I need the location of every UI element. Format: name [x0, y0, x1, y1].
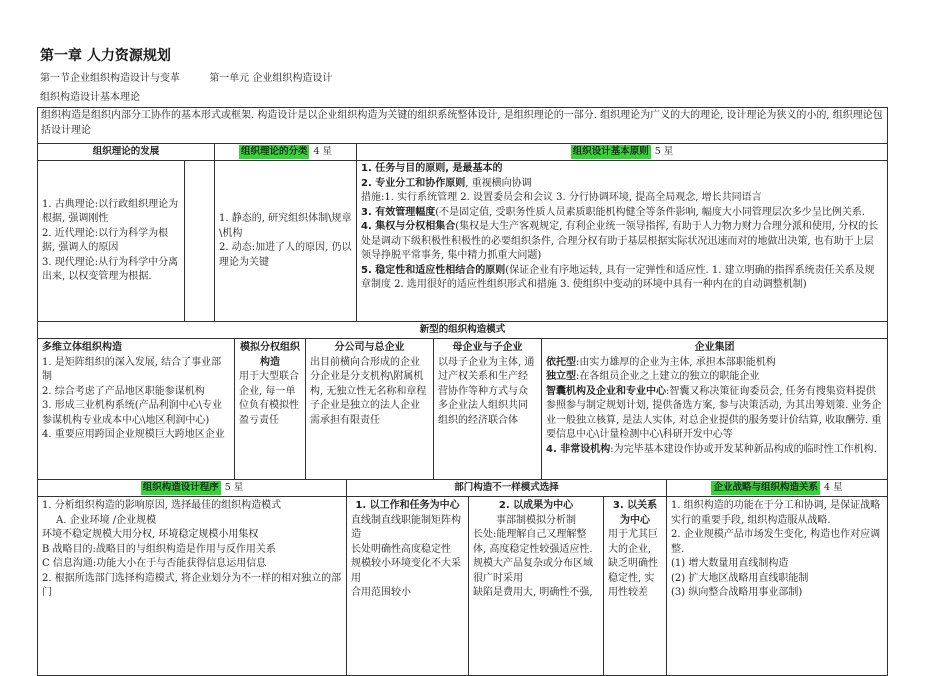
strategy-line-3: (1) 增大数量用直线制构造	[671, 558, 789, 569]
dept-col-1-line-1: 直线制直线职能制矩阵构造	[351, 514, 461, 540]
dev-item-1: 1. 古典理论:以行政组织理论为根据, 强调刚性	[42, 198, 179, 224]
principle-stars: 5 星	[654, 146, 674, 158]
sim-cell	[234, 338, 306, 480]
dept-col-3-title: 3. 以关系为中心	[612, 500, 658, 526]
new-forms-header	[37, 321, 888, 339]
procedure-line-2: A. 企业环境 /企业规模	[56, 514, 157, 526]
principle-2	[361, 177, 883, 192]
group-item-1	[546, 356, 883, 371]
group-item-2-text: :在各组员企业之上建立的独立的职能企业	[576, 371, 760, 382]
principle-4-text: (集权是大生产客观规定, 有利企业统一领导指挥, 有助于人力物力财力合理分派和使用, 分权的长处是调动下级积极性积极性的必要组织条件, 合理分权有助于基层根据实际状况迅速而对的地做出决策, 也有助于上层领导挣脱平常事务, 集中精力抓重大问题)	[361, 221, 879, 261]
principle-5	[361, 264, 883, 293]
group-item-3-text: :智囊又称决策征询委员会, 任务有搜集资料提供参照参与制定规划计划, 提供备选方案, 参与决策活动, 为其出筹划策. 业务企业一般独立核算, 是法人实体, 对总企业提供的服务要计价结算, 收取酬劳. 重要信息中心\计量检测中心\科研开发中心等	[546, 385, 882, 440]
topic-title: 组织构造设计基本理论	[40, 92, 140, 103]
principle-2-detail: 措施:1. 实行系统管理 2. 设置委员会和会议 3. 分行协调环境, 提高全局观念, 增长共同语言	[361, 192, 762, 203]
class-item-1: 1. 静态的, 研究组织体制\规章\机构	[219, 213, 352, 239]
group-item-3	[546, 385, 883, 443]
dept-col-2-title: 2. 以成果为中心	[498, 500, 574, 511]
principle-5-title: 5. 稳定性和适应性相结合的原则	[361, 264, 506, 276]
unit-title: 第一单元 企业组织构造设计	[209, 73, 333, 84]
group-item-4-text: :为完毕基本建设作协或开发某种新品构成的临时性工作机构.	[610, 443, 877, 455]
sim-title: 模拟分权组织构造	[240, 342, 300, 368]
strategy-line-5: (3) 纵向整合战略用事业部制)	[671, 587, 803, 598]
group-item-4	[546, 443, 883, 458]
multi-cell	[37, 338, 235, 480]
multi-item-1: 1. 是矩阵组织的深入发展, 结合了事业部制	[42, 356, 222, 382]
dev-header	[37, 143, 215, 161]
dept-col-1-line-3: 规模较小环境变化不大采用	[351, 558, 461, 584]
dev-header-text: 组织理论的发展	[92, 146, 160, 158]
dev-item-3: 3. 现代理论:从行为科学中分离出来, 以权变管理为根据.	[42, 256, 179, 282]
dept-col-2-line-4: 缺陷是费用大, 明确性不强,	[473, 587, 593, 598]
strategy-stars: 4 星	[823, 482, 843, 494]
multi-item-4: 4. 重要应用跨国企业规模巨大跨地区企业	[42, 429, 225, 440]
principle-3	[361, 206, 883, 221]
procedure-line-1: 1. 分析组织构造的影响原因, 选择最佳的组织构造模式	[42, 500, 282, 511]
group-item-1-text: :由实力雄厚的企业为主体, 承担本部职能机构	[576, 356, 776, 368]
multi-item-2: 2. 综合考虑了产品地区职能参谋机构	[42, 385, 205, 397]
split-text: 出目前横向合形成的企业分企业是分支机构\附属机构, 无独立性无名称和章程 子企业是独立的法人企业需承担有限责任	[310, 356, 427, 426]
split-title: 分公司与总企业	[334, 342, 405, 353]
procedure-line-4: B 战略目的:战略目的与组织构造是作用与反作用关系	[42, 543, 276, 555]
dept-col-2	[468, 496, 604, 676]
principle-4-title: 4. 集权与分权相集合	[361, 221, 456, 232]
group-title: 企业集团	[694, 342, 735, 353]
procedure-line-5: C 信息沟通:功能大小在于与否能获得信息运用信息	[42, 558, 267, 569]
procedure-cell	[37, 496, 347, 676]
section-title: 第一节企业组织构造设计与变革	[40, 73, 180, 84]
parent-cell	[433, 338, 542, 480]
dev-cell	[37, 160, 185, 322]
multi-title: 多维立体组织构造	[42, 342, 122, 353]
group-cell	[541, 338, 888, 480]
principle-1: 1. 任务与目的原则, 是最基本的	[361, 163, 503, 174]
split-cell	[305, 338, 434, 480]
principle-5-text: (保证企业有序地运转, 具有一定弹性和适应性. 1. 建立明确的指挥系统责任关系及规章制度 2. 选用很好的适应性组织形式和措施 3. 使组织中变动的环境中具有一种内在的自动调整机制)	[361, 264, 875, 290]
group-item-1-title: 依托型	[546, 356, 576, 368]
dept-col-2-line-3: 规模大产品复杂或分布区域很广时采用	[473, 558, 593, 584]
procedure-stars: 5 星	[224, 482, 244, 494]
dept-col-1	[346, 496, 469, 676]
strategy-line-4: (2) 扩大地区战略用直线职能制	[671, 572, 809, 584]
multi-item-3: 3. 形成三业机构系统(产品利润中心\专业参谋机构专业成本中心\地区利润中心)	[42, 400, 222, 426]
principle-2-title: 2. 专业分工和协作原则	[361, 177, 466, 189]
class-cell	[214, 160, 357, 322]
strategy-header-text: 企业战略与组织构造关系	[713, 482, 818, 494]
principle-3-title: 3. 有效管理幅度	[361, 206, 436, 218]
procedure-line-3: 环境不稳定规模大用分权, 环境稳定规模小用集权	[42, 529, 259, 540]
strategy-cell	[666, 496, 888, 676]
dev-blank-cell	[184, 160, 215, 322]
group-item-2	[546, 370, 883, 385]
strategy-line-2: 2. 企业规模产品市场发生变化, 构造也作对应调整.	[671, 529, 881, 555]
group-item-4-title: 4. 非常设机构	[546, 443, 611, 455]
principle-cell	[356, 160, 888, 322]
new-forms-header-text: 新型的组织构造模式	[419, 324, 506, 336]
dept-col-3-text: 用于尤其巨大的企业, 缺乏明确性稳定性, 实用性较差	[608, 529, 658, 598]
procedure-line-6: 2. 根据所选部门选择构造模式, 将企业划分为不一样的相对独立的部门	[42, 572, 342, 598]
strategy-line-1: 1. 组织构造的功能在于分工和协调, 是保证战略实行的重要手段, 组织构造服从战略.	[671, 500, 881, 526]
dept-header	[346, 479, 667, 497]
principle-2-text: , 重视横向协调	[465, 177, 532, 189]
procedure-header	[37, 479, 347, 497]
dept-col-1-line-2: 长处明确性高度稳定性	[351, 543, 451, 555]
dept-col-2-line-2: 长处:能理解自己又理解整体, 高度稳定性较强适应性.	[473, 529, 593, 555]
parent-text: 以母子企业为主体, 通过产权关系和生产经营协作等种方式与众多企业法人组织共同组织的经济联合体	[438, 356, 535, 426]
principle-header-text: 组织设计基本原则	[572, 146, 649, 158]
dept-col-3	[603, 496, 667, 676]
dept-header-text: 部门构造不一样模式选择	[454, 482, 559, 494]
chapter-title: 第一章 人力资源规划	[40, 48, 171, 64]
dept-col-2-line-1: 事部制模拟分析制	[496, 514, 576, 526]
principle-3-text: (不是固定值, 受职务性质人员素质职能机构健全等条件影响, 幅度大小同管理层次多少呈比例关系.	[435, 206, 866, 218]
procedure-header-text: 组织构造设计程序	[142, 482, 219, 494]
group-item-3-title: 智囊机构及企业和专业中心	[546, 385, 666, 397]
group-item-2-title: 独立型	[546, 371, 576, 382]
dept-col-1-title: 1. 以工作和任务为中心	[355, 500, 460, 511]
dept-col-1-line-4: 合用范围较小	[351, 587, 411, 598]
class-header-text: 组织理论的分类	[240, 146, 308, 158]
strategy-header	[666, 479, 888, 497]
principle-header	[356, 143, 888, 161]
class-header	[214, 143, 357, 161]
class-item-2: 2. 动态:加进了人的原因, 仍以理论为关键	[219, 242, 352, 268]
principle-4	[361, 220, 883, 264]
sim-text: 用于大型联合企业, 每一单位负有模拟性盈亏责任	[239, 371, 299, 426]
dev-item-2: 2. 近代理论:以行为科学为根据, 强调人的原因	[42, 227, 169, 253]
intro-paragraph: 组织构造是组织内部分工协作的基本形式或框架. 构造设计是以企业组织构造为关键的组织系统整体设计, 是组织理论的一部分. 组织理论为广义的大的理论, 设计理论为狭义的小的, 组织理论包括设计理论	[37, 107, 888, 144]
class-stars: 4 星	[313, 146, 333, 158]
section-line	[40, 72, 332, 87]
parent-title: 母企业与子企业	[452, 342, 523, 353]
